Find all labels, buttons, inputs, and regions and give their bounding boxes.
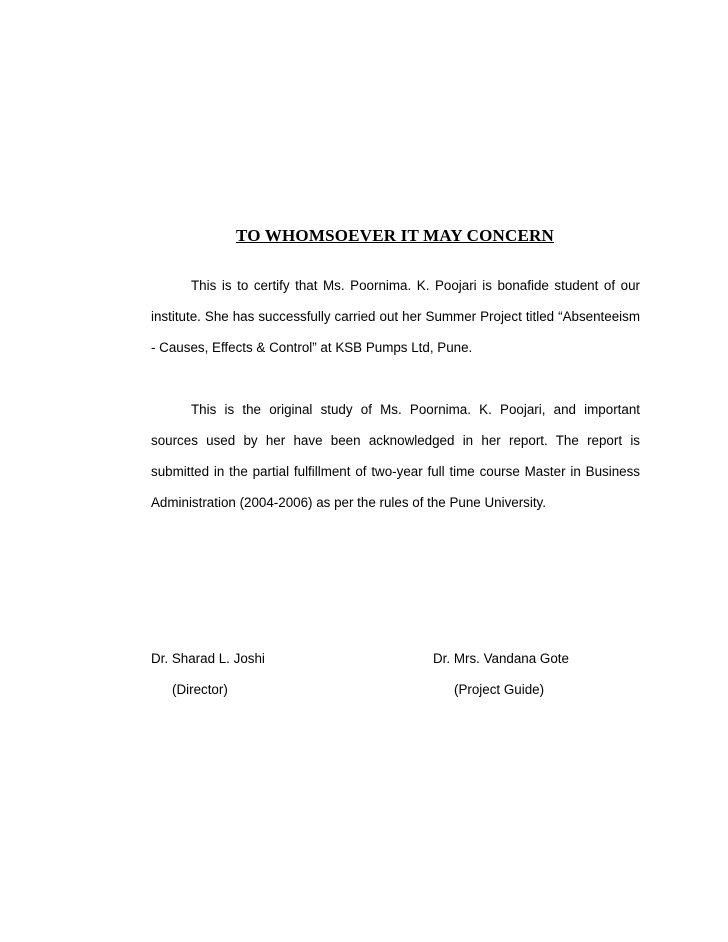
paragraph-line: institute. She has successfully carried out her Summer Project titled “Absenteeism — [151, 309, 640, 324]
certificate-title: TO WHOMSOEVER IT MAY CONCERN — [236, 226, 554, 245]
project-guide-name: Dr. Mrs. Vandana Gote — [433, 651, 569, 666]
paragraph-line: - Causes, Effects & Control” at KSB Pumps Ltd, Pune. — [151, 340, 473, 355]
paragraph-line: This is the original study of Ms. Poornima. K. Poojari, and important — [191, 402, 640, 417]
project-guide-role: (Project Guide) — [454, 682, 545, 697]
paragraph-line: submitted in the partial fulfillment of two-year full time course Master in Business — [151, 464, 640, 479]
paragraph-certification — [151, 277, 640, 370]
paragraph-line: sources used by her have been acknowledged in her report. The report is — [151, 433, 640, 448]
paragraph-line: Administration (2004-2006) as per the rules of the Pune University. — [151, 495, 546, 510]
paragraph-original-study — [151, 401, 640, 525]
paragraph-line: This is to certify that Ms. Poornima. K. Poojari is bonafide student of our — [191, 278, 640, 293]
director-name: Dr. Sharad L. Joshi — [151, 651, 265, 666]
director-role: (Director) — [172, 682, 228, 697]
